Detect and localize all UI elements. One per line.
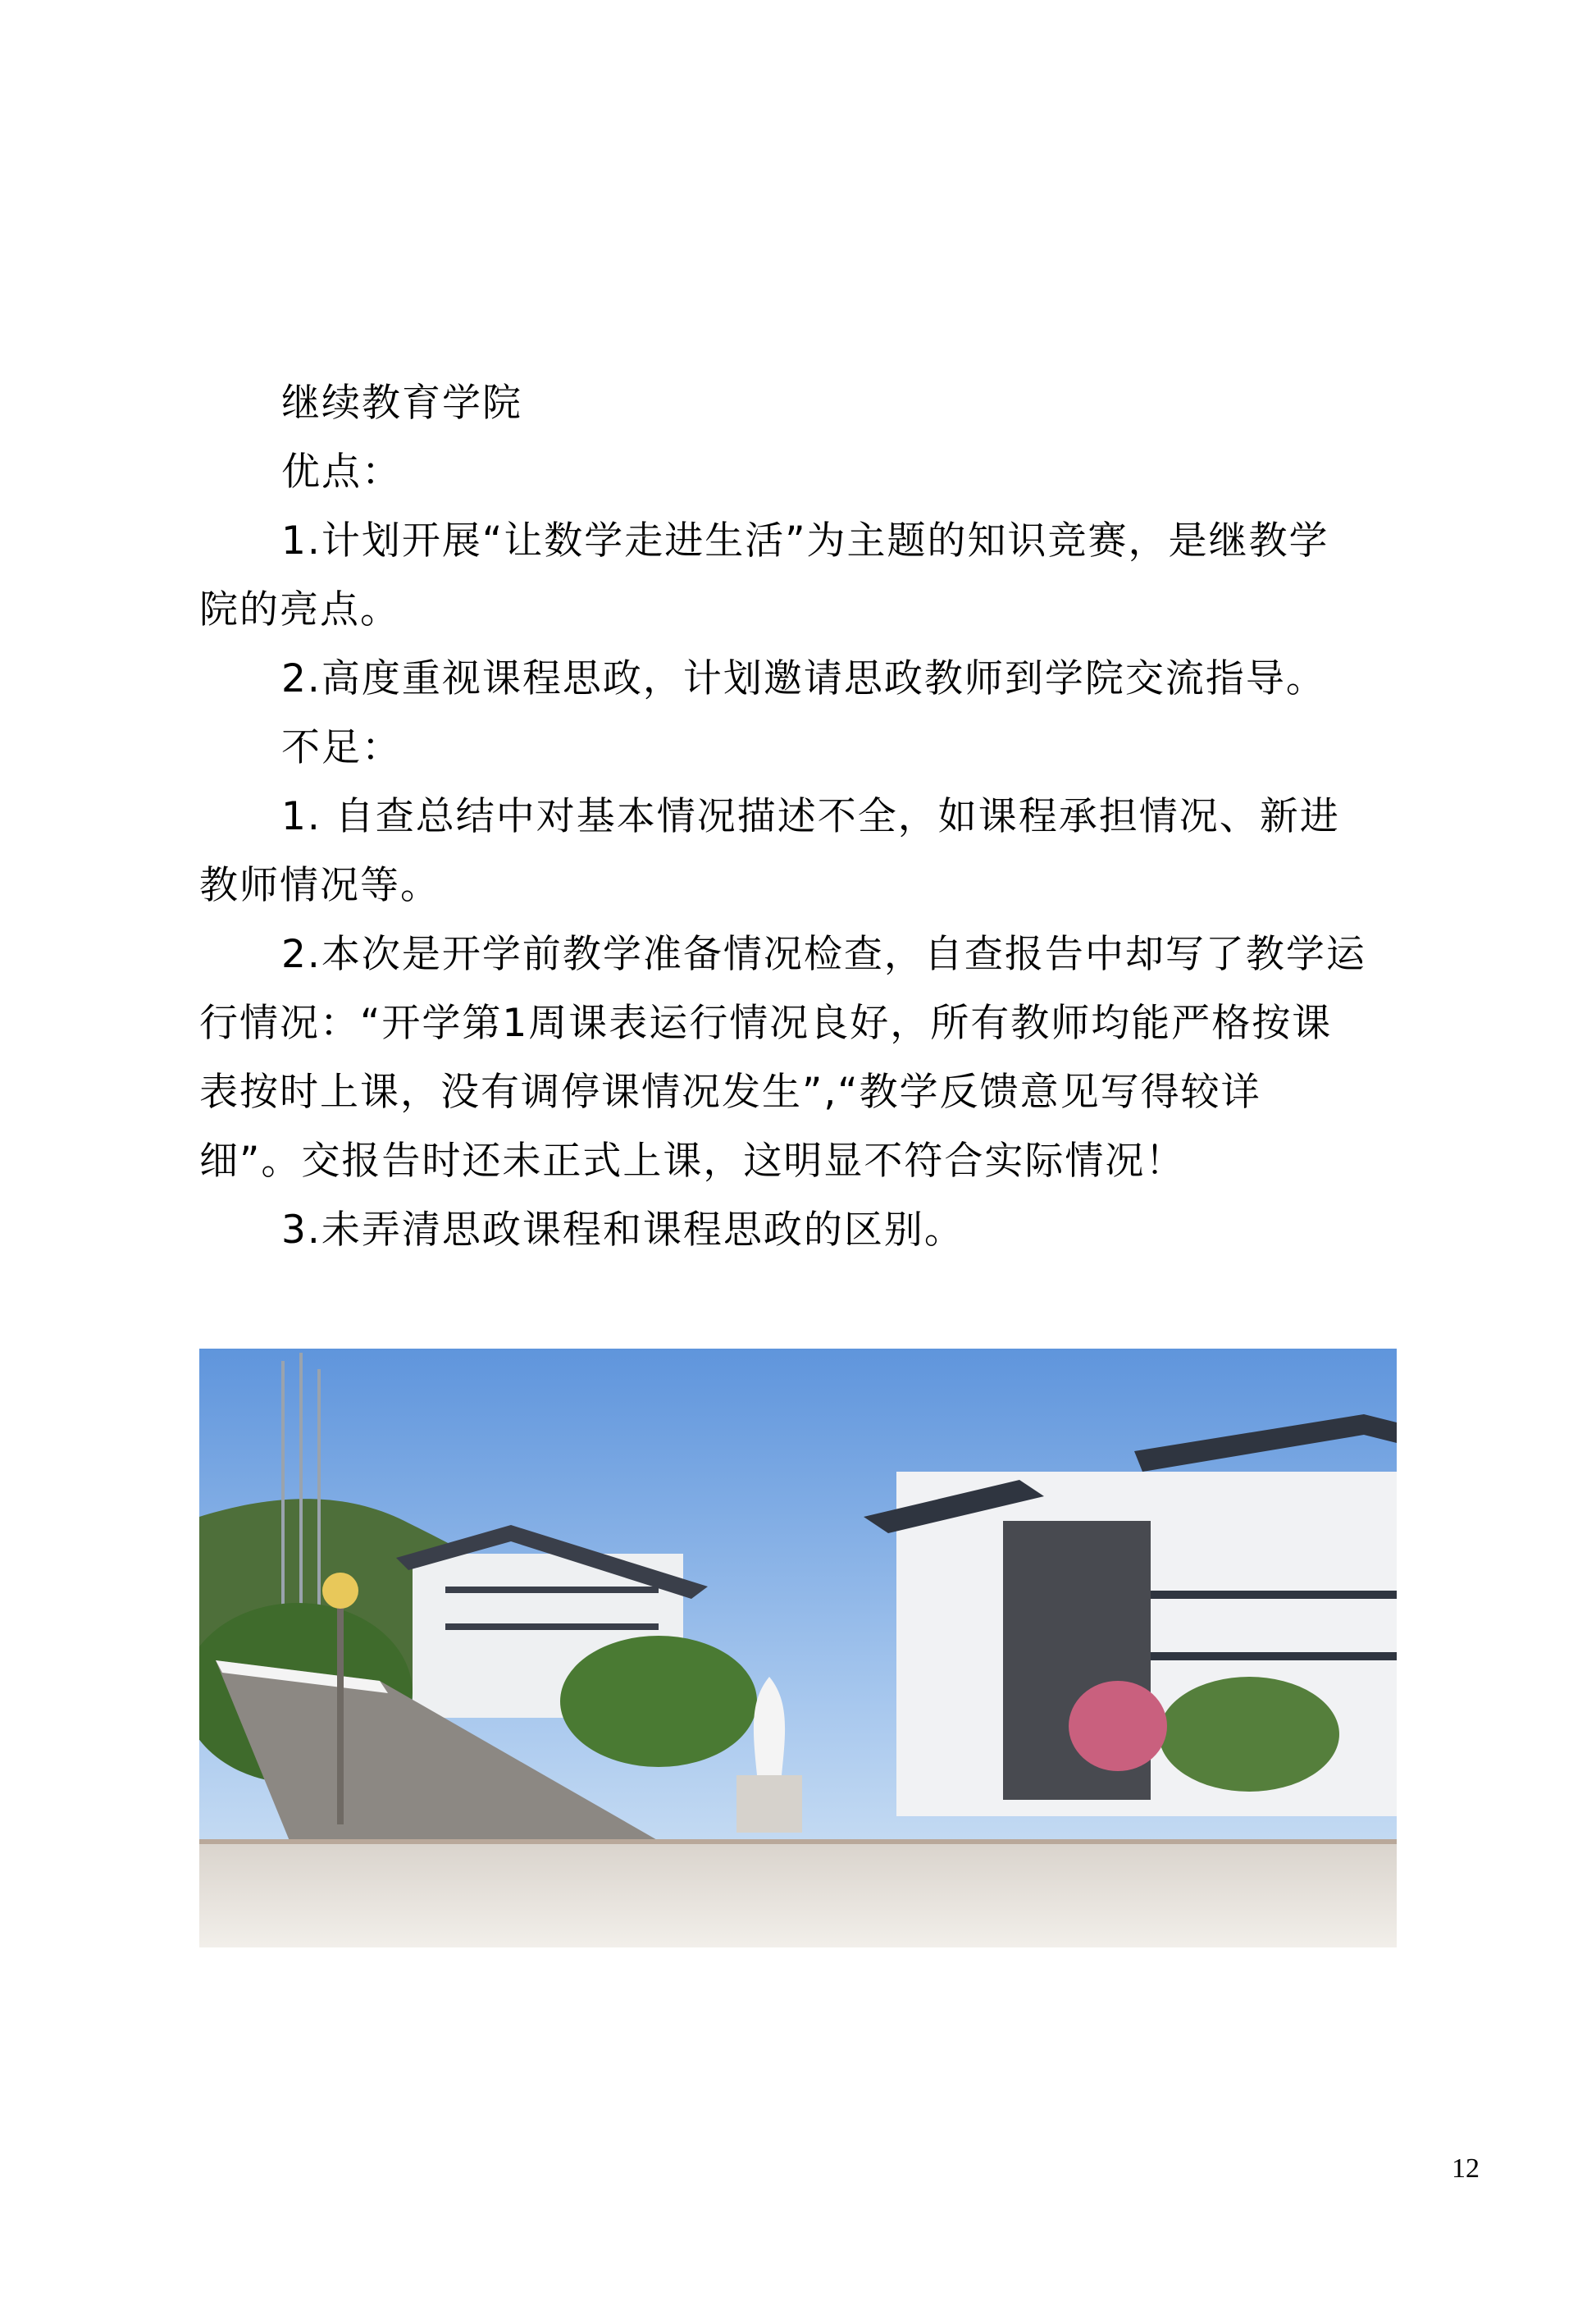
weakness-item-2-line-4: 细”。交报告时还未正式上课，这明显不符合实际情况！: [199, 1139, 1186, 1184]
weakness-item-3-line-1: 3.未弄清思政课程和课程思政的区别。: [281, 1208, 964, 1253]
weakness-item-1-line-2: 教师情况等。: [199, 863, 440, 908]
page-number: 12: [1452, 2153, 1480, 2184]
weakness-item-1-line-1: 1. 自查总结中对基本情况描述不全，如课程承担情况、新进: [281, 794, 1340, 839]
strength-item-2-line-1: 2.高度重视课程思政，计划邀请思政教师到学院交流指导。: [281, 656, 1326, 701]
section-title: 继续教育学院: [281, 381, 522, 426]
weaknesses-label: 不足：: [281, 725, 402, 770]
report-body: [199, 369, 1397, 1265]
weakness-item-2-line-2: 行情况：“开学第1周课表运行情况良好，所有教师均能严格按课: [199, 1001, 1333, 1046]
strength-item-1-line-2: 院的亮点。: [199, 587, 400, 632]
strengths-label: 优点：: [281, 450, 402, 495]
campus-photo: [199, 1349, 1397, 1947]
weakness-item-2-line-1: 2.本次是开学前教学准备情况检查，自查报告中却写了教学运: [281, 932, 1366, 977]
strength-item-1-line-1: 1.计划开展“让数学走进生活”为主题的知识竞赛，是继教学: [281, 518, 1329, 564]
weakness-item-2-line-3: 表按时上课，没有调停课情况发生”,“教学反馈意见写得较详: [199, 1070, 1261, 1115]
